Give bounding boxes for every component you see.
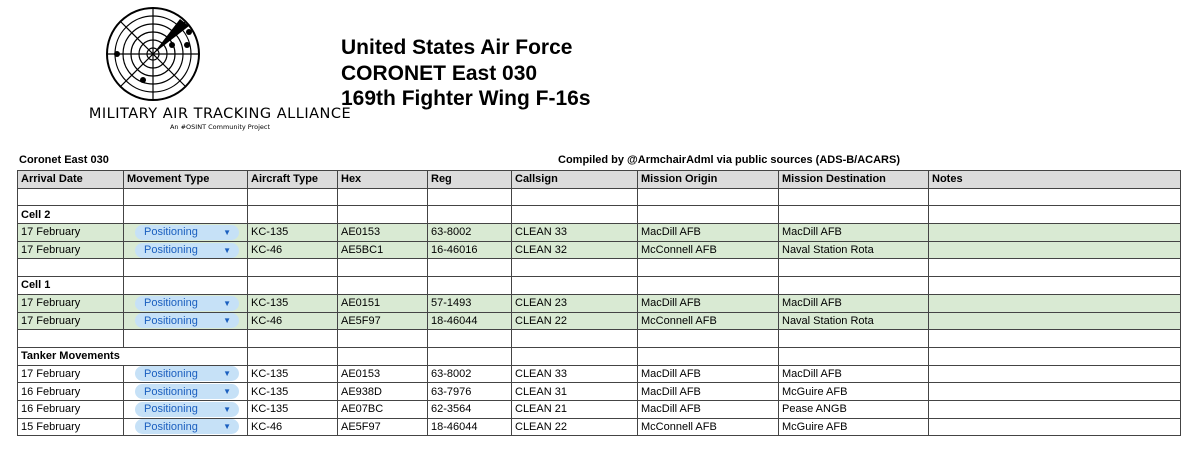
table-cell[interactable]: KC-46 (248, 418, 338, 436)
table-cell[interactable] (779, 188, 929, 206)
table-cell[interactable] (929, 188, 1181, 206)
table-cell[interactable] (638, 277, 779, 295)
section-label[interactable]: Cell 2 (18, 206, 124, 224)
table-cell[interactable] (248, 330, 338, 348)
table-row (18, 400, 1181, 418)
table-cell[interactable] (929, 277, 1181, 295)
logo-title: MILITARY AIR TRACKING ALLIANCE (88, 106, 352, 122)
movement-type-dropdown[interactable] (135, 313, 239, 328)
table-cell[interactable]: KC-46 (248, 312, 338, 330)
dropdown-value: Positioning (144, 367, 198, 380)
chevron-down-icon: ▼ (223, 404, 231, 414)
table-row (18, 365, 1181, 383)
table-cell[interactable]: 17 February (18, 365, 124, 383)
table-cell[interactable] (18, 259, 124, 277)
table-cell[interactable]: Naval Station Rota (779, 312, 929, 330)
movement-type-dropdown[interactable] (135, 419, 239, 434)
blank-row (18, 259, 1181, 277)
table-cell[interactable]: AE07BC (338, 400, 428, 418)
table-cell[interactable]: MacDill AFB (638, 365, 779, 383)
table-cell[interactable] (428, 347, 512, 365)
table-cell[interactable]: McGuire AFB (779, 418, 929, 436)
table-cell[interactable]: AE0153 (338, 365, 428, 383)
table-cell[interactable] (428, 277, 512, 295)
table-cell[interactable] (779, 330, 929, 348)
table-cell[interactable] (124, 188, 248, 206)
table-cell[interactable] (929, 418, 1181, 436)
sheet-title: Coronet East 030 (19, 154, 109, 166)
table-cell[interactable] (248, 347, 338, 365)
table-cell[interactable]: 15 February (18, 418, 124, 436)
table-cell[interactable]: McConnell AFB (638, 418, 779, 436)
table-cell[interactable] (124, 330, 248, 348)
table-cell[interactable] (638, 347, 779, 365)
dropdown-value: Positioning (144, 403, 198, 416)
column-header[interactable]: Movement Type (124, 171, 248, 189)
table-row (18, 418, 1181, 436)
table-row (18, 294, 1181, 312)
table-cell[interactable] (929, 312, 1181, 330)
table-cell[interactable]: McConnell AFB (638, 241, 779, 259)
column-header[interactable]: Mission Destination (779, 171, 929, 189)
table-cell[interactable] (779, 206, 929, 224)
column-header[interactable]: Hex (338, 171, 428, 189)
table-cell[interactable]: CLEAN 31 (512, 383, 638, 401)
table-cell[interactable]: MacDill AFB (779, 365, 929, 383)
table-cell[interactable]: 63-8002 (428, 365, 512, 383)
table-cell[interactable] (248, 206, 338, 224)
table-cell[interactable] (779, 277, 929, 295)
dropdown-value: Positioning (144, 385, 198, 398)
table-cell[interactable] (428, 206, 512, 224)
table-cell[interactable] (124, 312, 248, 330)
table-cell[interactable]: 16 February (18, 400, 124, 418)
table-cell[interactable] (929, 330, 1181, 348)
section-label[interactable]: Cell 1 (18, 277, 124, 295)
table-cell[interactable]: CLEAN 32 (512, 241, 638, 259)
table-cell[interactable] (512, 206, 638, 224)
table-cell[interactable]: CLEAN 23 (512, 294, 638, 312)
chevron-down-icon: ▼ (223, 422, 231, 432)
table-cell[interactable]: 17 February (18, 312, 124, 330)
chevron-down-icon: ▼ (223, 316, 231, 326)
table-cell[interactable]: 17 February (18, 224, 124, 242)
dropdown-value: Positioning (144, 244, 198, 257)
dropdown-value: Positioning (144, 314, 198, 327)
column-header[interactable]: Notes (929, 171, 1181, 189)
table-cell[interactable]: CLEAN 22 (512, 418, 638, 436)
table-cell[interactable]: AE0153 (338, 224, 428, 242)
column-header[interactable]: Mission Origin (638, 171, 779, 189)
table-cell[interactable] (929, 206, 1181, 224)
table-cell[interactable] (248, 188, 338, 206)
table-cell[interactable] (124, 277, 248, 295)
section-row (18, 347, 1181, 365)
table-cell[interactable] (779, 259, 929, 277)
column-header[interactable]: Aircraft Type (248, 171, 338, 189)
table-cell[interactable]: AE5F97 (338, 418, 428, 436)
chevron-down-icon: ▼ (223, 369, 231, 379)
dropdown-value: Positioning (144, 420, 198, 433)
table-cell[interactable]: MacDill AFB (638, 294, 779, 312)
table-cell[interactable]: McGuire AFB (779, 383, 929, 401)
table-cell[interactable]: MacDill AFB (638, 383, 779, 401)
table-cell[interactable] (929, 383, 1181, 401)
table-cell[interactable]: 16-46016 (428, 241, 512, 259)
table-cell[interactable]: 57-1493 (428, 294, 512, 312)
movement-type-dropdown[interactable] (135, 296, 239, 311)
table-cell[interactable] (124, 383, 248, 401)
table-cell[interactable] (929, 365, 1181, 383)
table-cell[interactable]: KC-46 (248, 241, 338, 259)
table-row (18, 224, 1181, 242)
table-cell[interactable] (124, 241, 248, 259)
chevron-down-icon: ▼ (223, 227, 231, 237)
table-cell[interactable] (338, 259, 428, 277)
table-cell[interactable] (929, 294, 1181, 312)
table-cell[interactable] (512, 347, 638, 365)
table-cell[interactable]: KC-135 (248, 294, 338, 312)
dropdown-value: Positioning (144, 226, 198, 239)
title-line: United States Air Force (341, 36, 573, 59)
table-cell[interactable] (638, 188, 779, 206)
table-cell[interactable] (124, 400, 248, 418)
table-cell[interactable] (18, 330, 124, 348)
table-cell[interactable]: MacDill AFB (779, 224, 929, 242)
table-cell[interactable] (338, 347, 428, 365)
table-cell[interactable] (638, 330, 779, 348)
table-cell[interactable]: AE938D (338, 383, 428, 401)
header-row (18, 171, 1181, 189)
movement-type-dropdown[interactable] (135, 402, 239, 417)
table-cell[interactable] (338, 188, 428, 206)
section-label[interactable]: Tanker Movements (18, 347, 248, 365)
table-cell[interactable]: Pease ANGB (779, 400, 929, 418)
table-cell[interactable] (124, 418, 248, 436)
table-cell[interactable]: AE5BC1 (338, 241, 428, 259)
movement-type-dropdown[interactable] (135, 366, 239, 381)
dropdown-value: Positioning (144, 297, 198, 310)
blank-row (18, 188, 1181, 206)
table-cell[interactable] (18, 188, 124, 206)
table-cell[interactable] (338, 206, 428, 224)
chevron-down-icon: ▼ (223, 298, 231, 308)
logo (80, 0, 352, 135)
table-cell[interactable] (248, 277, 338, 295)
table-cell[interactable] (929, 241, 1181, 259)
table-cell[interactable]: CLEAN 21 (512, 400, 638, 418)
column-header[interactable]: Arrival Date (18, 171, 124, 189)
table-cell[interactable]: 62-3564 (428, 400, 512, 418)
table-cell[interactable] (512, 188, 638, 206)
section-row (18, 206, 1181, 224)
table-cell[interactable] (124, 224, 248, 242)
table-cell[interactable]: CLEAN 22 (512, 312, 638, 330)
table-cell[interactable]: 18-46044 (428, 418, 512, 436)
table-cell[interactable] (929, 400, 1181, 418)
table-cell[interactable] (428, 259, 512, 277)
table-cell[interactable] (338, 277, 428, 295)
table-cell[interactable]: KC-135 (248, 383, 338, 401)
table-row (18, 241, 1181, 259)
table-cell[interactable] (124, 365, 248, 383)
movements-table (17, 170, 1181, 436)
table-cell[interactable] (124, 206, 248, 224)
table-cell[interactable]: 17 February (18, 241, 124, 259)
table-cell[interactable]: MacDill AFB (638, 224, 779, 242)
table-cell[interactable]: AE5F97 (338, 312, 428, 330)
blank-row (18, 330, 1181, 348)
table-cell[interactable] (512, 330, 638, 348)
table-row (18, 312, 1181, 330)
logo-subtitle: An #OSINT Community Project (169, 123, 271, 131)
table-cell[interactable]: 18-46044 (428, 312, 512, 330)
title-line: 169th Fighter Wing F-16s (341, 87, 591, 110)
table-cell[interactable] (638, 259, 779, 277)
table-cell[interactable] (929, 224, 1181, 242)
column-header[interactable]: Reg (428, 171, 512, 189)
table-cell[interactable]: 63-7976 (428, 383, 512, 401)
table-cell[interactable]: 16 February (18, 383, 124, 401)
table-cell[interactable] (779, 347, 929, 365)
table-cell[interactable]: MacDill AFB (638, 400, 779, 418)
table-cell[interactable] (929, 347, 1181, 365)
table-cell[interactable] (638, 206, 779, 224)
chevron-down-icon: ▼ (223, 245, 231, 255)
table-cell[interactable] (512, 259, 638, 277)
table-cell[interactable] (512, 277, 638, 295)
table-cell[interactable]: AE0151 (338, 294, 428, 312)
table-cell[interactable] (929, 259, 1181, 277)
table-cell[interactable] (124, 294, 248, 312)
column-header[interactable]: Callsign (512, 171, 638, 189)
table-cell[interactable]: KC-135 (248, 400, 338, 418)
title-line: CORONET East 030 (341, 61, 538, 85)
table-cell[interactable] (428, 188, 512, 206)
table-cell[interactable] (248, 259, 338, 277)
table-cell[interactable]: McConnell AFB (638, 312, 779, 330)
table-cell[interactable]: KC-135 (248, 224, 338, 242)
page-title (341, 35, 591, 112)
compiled-by: Compiled by @ArmchairAdml via public sources (ADS-B/ACARS) (558, 154, 901, 166)
chevron-down-icon: ▼ (223, 387, 231, 397)
table-cell[interactable]: Naval Station Rota (779, 241, 929, 259)
table-cell[interactable]: 63-8002 (428, 224, 512, 242)
movement-type-dropdown[interactable] (135, 384, 239, 399)
movement-type-dropdown[interactable] (135, 225, 239, 240)
table-cell[interactable]: MacDill AFB (779, 294, 929, 312)
table-cell[interactable] (428, 330, 512, 348)
table-cell[interactable]: CLEAN 33 (512, 224, 638, 242)
section-row (18, 277, 1181, 295)
table-cell[interactable]: KC-135 (248, 365, 338, 383)
table-cell[interactable]: CLEAN 33 (512, 365, 638, 383)
radar-icon (105, 6, 201, 102)
table-cell[interactable] (338, 330, 428, 348)
table-row (18, 383, 1181, 401)
table-cell[interactable] (124, 259, 248, 277)
movement-type-dropdown[interactable] (135, 243, 239, 258)
table-cell[interactable]: 17 February (18, 294, 124, 312)
